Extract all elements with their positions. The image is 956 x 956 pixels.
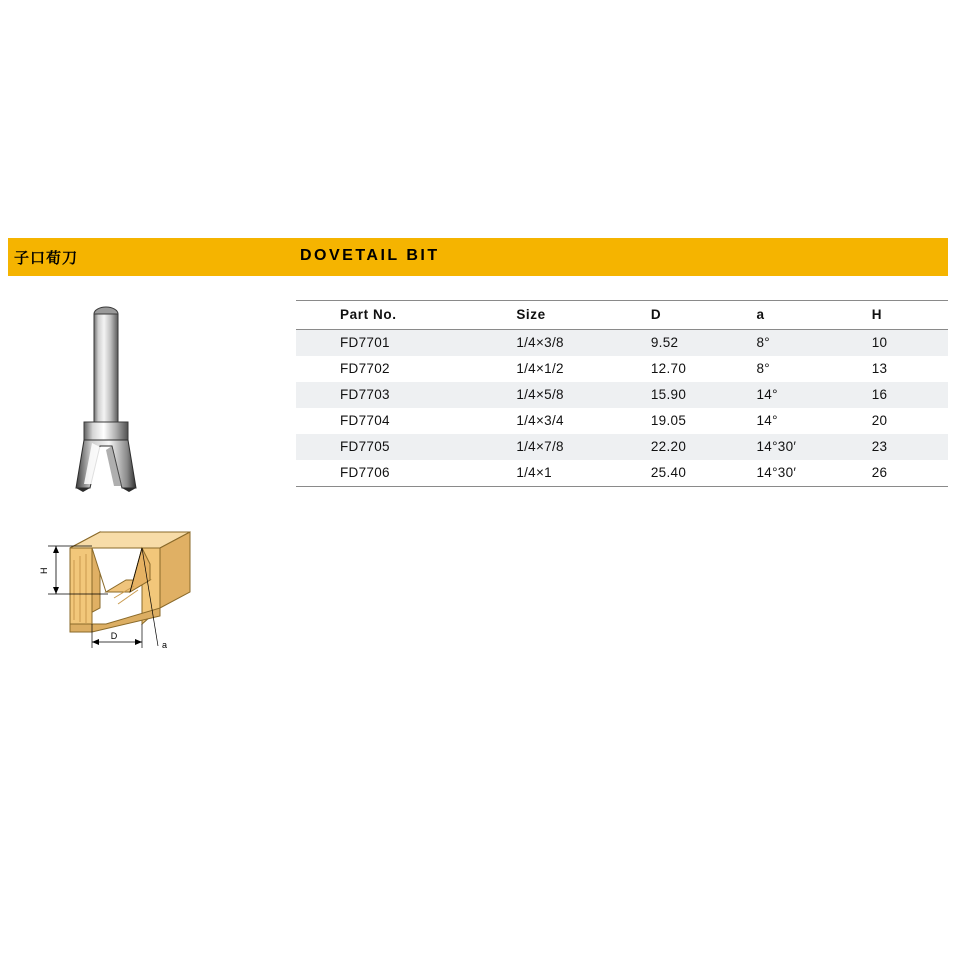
cell-a: 8° <box>756 361 770 376</box>
cell-h: 26 <box>872 460 948 487</box>
cell-d: 19.05 <box>650 413 687 428</box>
table-header-row <box>296 301 948 330</box>
cell-d: 9.52 <box>650 335 679 350</box>
table-row <box>296 356 948 382</box>
cell-h: 23 <box>871 439 888 454</box>
column-header-d: D <box>651 301 757 330</box>
cell-a: 14°30′ <box>756 439 797 454</box>
column-header-part-no: Part No. <box>296 301 512 330</box>
cell-a: 14° <box>756 413 778 428</box>
dimension-label-h: H <box>39 567 49 574</box>
table-body <box>296 330 948 487</box>
table-row <box>296 330 948 357</box>
cell-h: 16 <box>871 387 888 402</box>
header-english-title: DOVETAIL BIT <box>300 247 440 264</box>
cell-h: 10 <box>871 335 888 350</box>
column-header-h: H <box>872 301 948 330</box>
cell-a: 14° <box>756 387 778 402</box>
cell-part-no: FD7704 <box>340 413 390 428</box>
cell-size: 1/4×1/2 <box>516 361 564 376</box>
table-row <box>296 434 948 460</box>
cell-a: 8° <box>756 335 770 350</box>
cell-size: 1/4×1 <box>512 460 651 487</box>
column-header-a: a <box>756 301 871 330</box>
table-header <box>296 301 948 330</box>
column-header-size: Size <box>512 301 651 330</box>
cell-size: 1/4×5/8 <box>516 387 564 402</box>
cell-h: 20 <box>871 413 888 428</box>
header-chinese-title: 子口荀刀 <box>14 249 79 267</box>
cell-part-no: FD7701 <box>340 335 390 350</box>
cell-size: 1/4×7/8 <box>516 439 564 454</box>
dimension-label-d: D <box>110 631 118 641</box>
cell-part-no: FD7706 <box>296 460 512 487</box>
cell-d: 25.40 <box>651 460 757 487</box>
cell-size: 1/4×3/4 <box>516 413 564 428</box>
table-row <box>296 408 948 434</box>
cell-h: 13 <box>871 361 888 376</box>
cell-part-no: FD7705 <box>340 439 390 454</box>
cell-size: 1/4×3/8 <box>516 335 564 350</box>
cell-part-no: FD7702 <box>340 361 390 376</box>
cell-d: 15.90 <box>650 387 687 402</box>
cell-d: 22.20 <box>650 439 687 454</box>
section-header-band <box>8 238 948 276</box>
table-row <box>296 460 948 487</box>
dimension-label-a: a <box>162 640 168 650</box>
cell-a: 14°30′ <box>756 460 871 487</box>
table-row <box>296 382 948 408</box>
cell-d: 12.70 <box>650 361 687 376</box>
cell-part-no: FD7703 <box>340 387 390 402</box>
specification-table <box>296 300 948 487</box>
joint-dimension-illustration <box>30 520 250 680</box>
dovetail-bit-illustration <box>70 300 250 500</box>
